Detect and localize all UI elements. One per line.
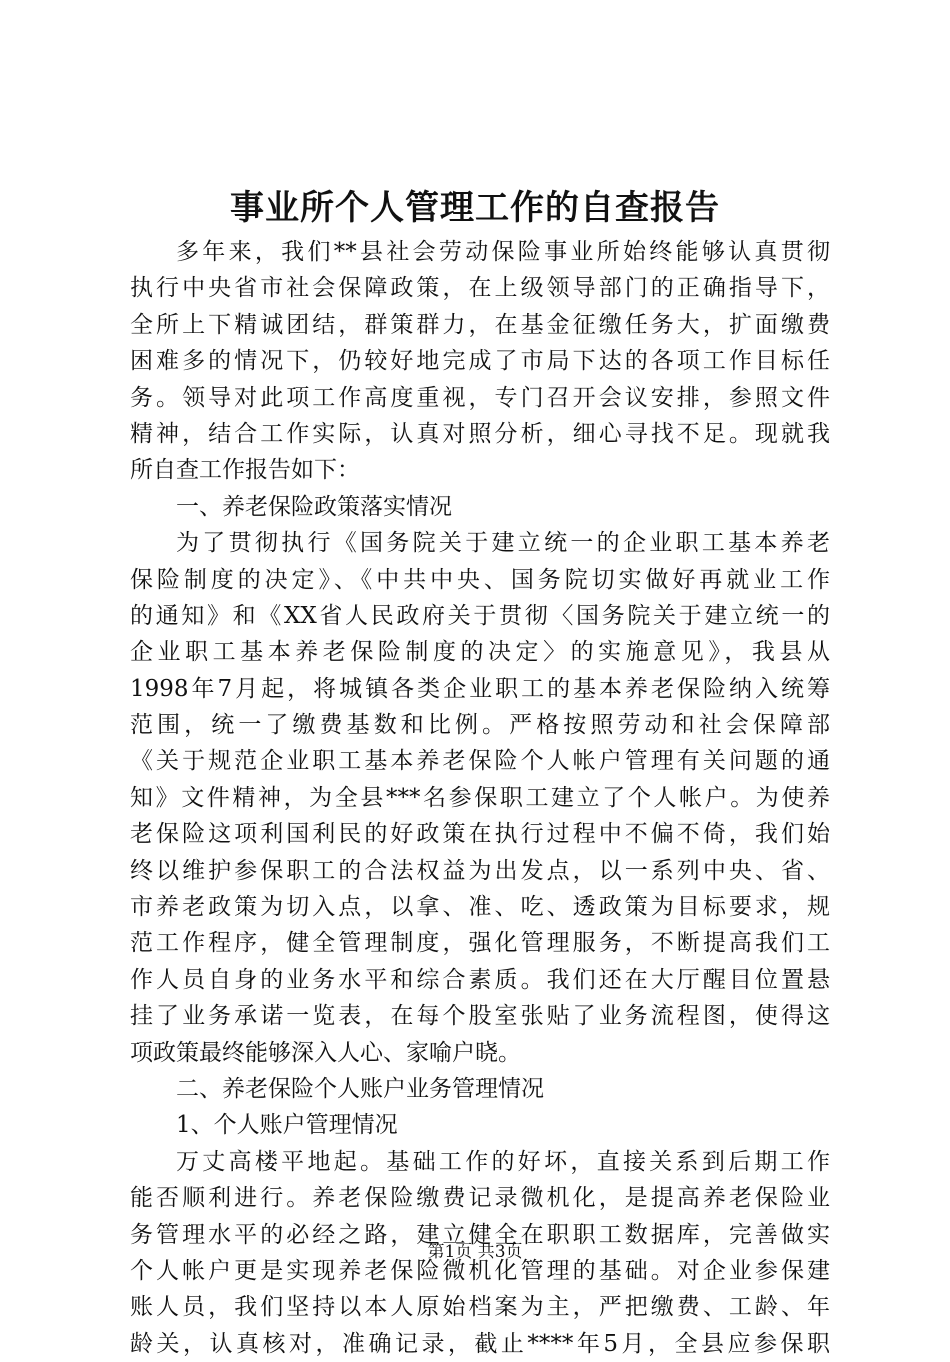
section-heading: 二、养老保险个人账户业务管理情况 xyxy=(176,1075,544,1102)
page-footer: 第1页 共3页 xyxy=(427,1242,523,1262)
paragraph-line: 的通知》和《XX省人民政府关于贯彻〈国务院关于建立统一的 xyxy=(130,602,830,629)
paragraph-line: 项政策最终能够深入人心、家喻户晓。 xyxy=(130,1039,521,1066)
document-body xyxy=(130,234,830,1362)
paragraph-line: 终以维护参保职工的合法权益为出发点，以一系列中央、省、 xyxy=(130,857,830,884)
paragraph-line: 范围，统一了缴费基数和比例。严格按照劳动和社会保障部 xyxy=(130,712,830,739)
paragraph-line: 多年来，我们**县社会劳动保险事业所始终能够认真贯彻 xyxy=(176,239,830,265)
paragraph-line: 挂了业务承诺一览表，在每个股室张贴了业务流程图，使得这 xyxy=(130,1003,830,1030)
paragraph-line: 务管理水平的必经之路，建立健全在职职工数据库，完善做实 xyxy=(130,1221,830,1248)
paragraph-line: 市养老政策为切入点，以拿、准、吃、透政策为目标要求，规 xyxy=(130,894,830,921)
paragraph-line: 老保险这项利国利民的好政策在执行过程中不偏不倚，我们始 xyxy=(130,821,830,848)
document-title: 事业所个人管理工作的自查报告 xyxy=(230,188,720,228)
paragraph-line: 所自查工作报告如下： xyxy=(130,457,360,484)
paragraph-line: 企业职工基本养老保险制度的决定〉的实施意见》，我县从 xyxy=(130,639,830,666)
paragraph-line: 全所上下精诚团结，群策群力，在基金征缴任务大，扩面缴费 xyxy=(130,311,830,338)
paragraph-line: 范工作程序，健全管理制度，强化管理服务，不断提高我们工 xyxy=(130,930,830,957)
paragraph-line: 作人员自身的业务水平和综合素质。我们还在大厅醒目位置悬 xyxy=(130,966,830,993)
paragraph-line: 1998年7月起，将城镇各类企业职工的基本养老保险纳入统筹 xyxy=(130,675,830,702)
paragraph-line: 保险制度的决定》、《中共中央、国务院切实做好再就业工作 xyxy=(130,566,830,593)
paragraph-line: 为了贯彻执行《国务院关于建立统一的企业职工基本养老 xyxy=(176,530,830,557)
paragraph-line: 个人帐户更是实现养老保险微机化管理的基础。对企业参保建 xyxy=(130,1257,830,1284)
paragraph-line: 能否顺利进行。养老保险缴费记录微机化，是提高养老保险业 xyxy=(130,1185,830,1212)
paragraph-line: 执行中央省市社会保障政策，在上级领导部门的正确指导下， xyxy=(130,275,830,302)
paragraph-line: 知》文件精神，为全县***名参保职工建立了个人帐户。为使养 xyxy=(130,784,830,811)
paragraph-line: 万丈高楼平地起。基础工作的好坏，直接关系到后期工作 xyxy=(176,1148,830,1175)
paragraph-line: 务。领导对此项工作高度重视，专门召开会议安排，参照文件 xyxy=(130,384,830,411)
section-heading: 一、养老保险政策落实情况 xyxy=(176,493,452,520)
paragraph-line: 龄关，认真核对，准确记录，截止****年5月，全县应参保职 xyxy=(130,1330,830,1357)
section-heading: 1、个人账户管理情况 xyxy=(176,1112,398,1139)
paragraph-line: 账人员，我们坚持以本人原始档案为主，严把缴费、工龄、年 xyxy=(130,1294,830,1321)
paragraph-line: 《关于规范企业职工基本养老保险个人帐户管理有关问题的通 xyxy=(130,748,830,775)
paragraph-line: 困难多的情况下，仍较好地完成了市局下达的各项工作目标任 xyxy=(130,348,830,375)
paragraph-line: 精神，结合工作实际，认真对照分析，细心寻找不足。现就我 xyxy=(130,420,830,447)
